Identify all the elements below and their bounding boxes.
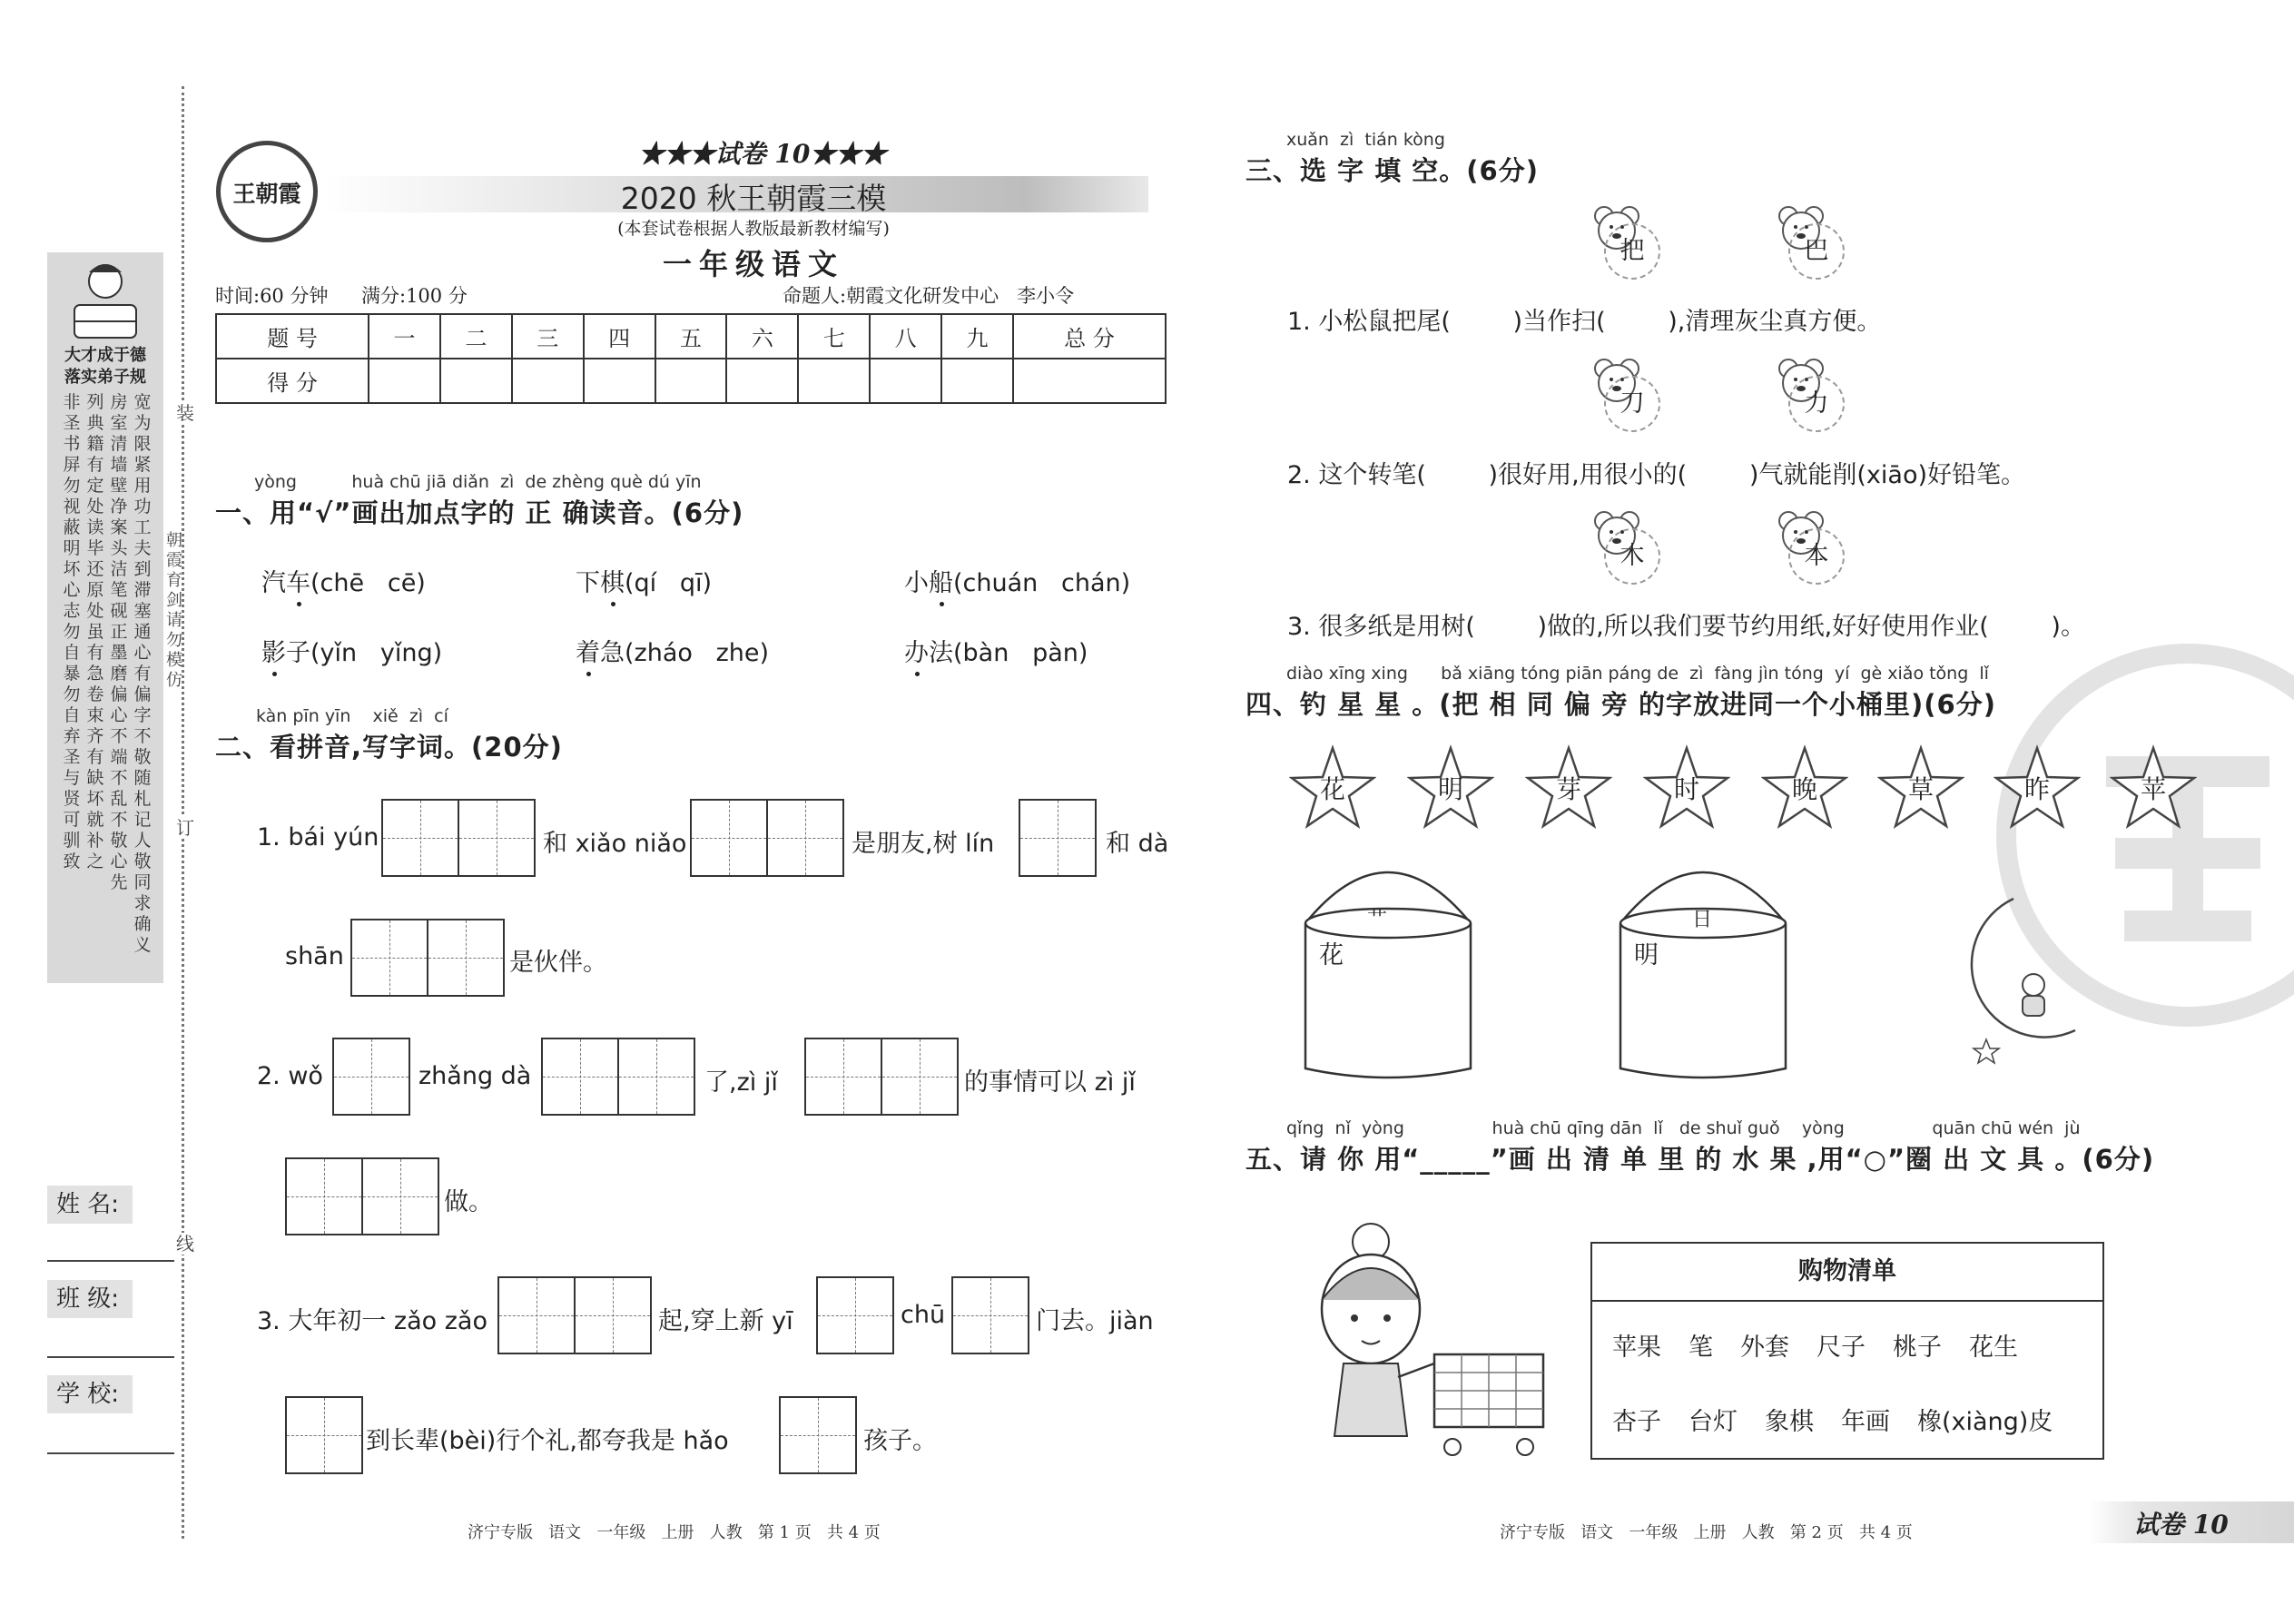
motto-column-3: 房室清墙壁净案头洁笔砚正墨磨偏心不端不乱不敬心先 bbox=[110, 392, 128, 892]
q1-dotted-char: 车 bbox=[286, 563, 310, 598]
writing-grid[interactable] bbox=[779, 1396, 857, 1474]
q1-item-2[interactable] bbox=[576, 563, 712, 598]
score-input-cell[interactable] bbox=[1013, 359, 1166, 403]
q1-item-5[interactable] bbox=[576, 633, 769, 668]
writing-grid[interactable] bbox=[690, 799, 844, 877]
score-input-cell[interactable] bbox=[941, 359, 1013, 403]
writing-grid[interactable] bbox=[350, 919, 505, 997]
q1-item-1[interactable] bbox=[261, 563, 426, 598]
score-row-label: 得 分 bbox=[216, 359, 369, 403]
q2-s2-text-1: 2. wǒ bbox=[257, 1062, 323, 1090]
footer-page-1: 济宁专版 语文 一年级 上册 人教 第 1 页 共 4 页 bbox=[468, 1523, 881, 1542]
star-char: 昨 bbox=[2023, 774, 2050, 804]
score-header-cell: 七 bbox=[798, 314, 870, 359]
q1-item-6[interactable] bbox=[904, 633, 1088, 668]
binding-label-zhuang: 装 bbox=[176, 402, 194, 424]
star-char: 明 bbox=[1437, 774, 1463, 804]
q3-choice-char: 刀 bbox=[1604, 376, 1660, 432]
score-input-cell[interactable] bbox=[798, 359, 870, 403]
q5-pinyin: qǐng nǐ yòng huà chū qīng dān lǐ de shuǐ guǒ yòng quān chū wén jù bbox=[1286, 1118, 2081, 1138]
writing-grid[interactable] bbox=[816, 1276, 894, 1354]
score-value-row bbox=[216, 359, 1166, 403]
q1-dotted-char: 船 bbox=[929, 563, 953, 598]
footer-paper-tag: 试卷 10 bbox=[2133, 1510, 2229, 1540]
writing-grid[interactable] bbox=[951, 1276, 1029, 1354]
score-header-cell: 八 bbox=[870, 314, 941, 359]
q1-dotted-char: 影 bbox=[261, 633, 286, 668]
q2-s2-text-5: 做。 bbox=[444, 1188, 493, 1216]
q4-pinyin: diào xīng xing bǎ xiāng tóng piān páng de zì fàng jìn tóng yí gè xiǎo tǒng lǐ bbox=[1286, 664, 1989, 684]
star-card[interactable] bbox=[1289, 744, 1376, 832]
girl-with-cart-icon bbox=[1298, 1218, 1561, 1463]
q2-s1-text-4: 和 dà bbox=[1106, 830, 1169, 858]
score-input-cell[interactable] bbox=[584, 359, 655, 403]
name-field-line[interactable] bbox=[47, 1260, 174, 1262]
brand-logo bbox=[216, 141, 318, 242]
shopping-row-1 bbox=[1612, 1327, 2102, 1363]
motto-column-4: 宽为限紧用功工夫到滞塞通心有偏字不敬随札记人敬同求确义 bbox=[133, 392, 152, 955]
q2-s3-text-6: 孩子。 bbox=[863, 1427, 937, 1455]
binding-label-ding: 订 bbox=[176, 817, 194, 839]
motto-top-1: 大才成于德 bbox=[64, 346, 146, 365]
exam-title: 2020 秋王朝霞三模 bbox=[620, 181, 887, 216]
q1-item-options: (qí qī) bbox=[625, 569, 713, 597]
q2-pinyin: kàn pīn yīn xiě zì cí bbox=[256, 706, 448, 726]
writing-grid[interactable] bbox=[497, 1276, 652, 1354]
star-card[interactable] bbox=[1877, 744, 1964, 832]
writing-grid[interactable] bbox=[804, 1038, 959, 1116]
q2-s1-text-3: 是朋友,树 lín bbox=[852, 830, 995, 858]
q3-sentence-3[interactable]: 3. 很多纸是用树( )做的,所以我们要节约用纸,好好使用作业( )。 bbox=[1287, 613, 2085, 641]
score-input-cell[interactable] bbox=[440, 359, 512, 403]
class-field-line[interactable] bbox=[47, 1356, 174, 1358]
shopping-list-title: 购物清单 bbox=[1592, 1244, 2102, 1302]
q1-dotted-char: 办 bbox=[904, 633, 929, 668]
school-field-line[interactable] bbox=[47, 1452, 174, 1454]
motto-column-1: 非圣书屏勿视蔽明坏心志勿自暴勿自弃圣与贤可驯致 bbox=[63, 392, 81, 871]
q3-choice-char: 把 bbox=[1604, 223, 1660, 280]
score-header-cell: 题 号 bbox=[216, 314, 369, 359]
q1-dotted-char: 棋 bbox=[600, 563, 625, 598]
star-char: 草 bbox=[1907, 774, 1934, 804]
score-header-cell: 三 bbox=[512, 314, 584, 359]
score-input-cell[interactable] bbox=[870, 359, 941, 403]
q1-pinyin: yòng huà chū jiā diǎn zì de zhèng què dú yīn bbox=[254, 472, 702, 492]
paper-tag: ★★★试卷 10★★★ bbox=[638, 139, 887, 169]
score-header-cell: 四 bbox=[584, 314, 655, 359]
score-input-cell[interactable] bbox=[369, 359, 440, 403]
q1-item-options: 急(zháo zhe) bbox=[600, 639, 770, 667]
score-header-cell: 六 bbox=[726, 314, 798, 359]
q5-heading: 五、请 你 用“_____”画 出 清 单 里 的 水 果 ,用“○”圈 出 文 具 。(6分) bbox=[1245, 1144, 2155, 1175]
shopping-item[interactable]: 橡(xiàng)皮 bbox=[1917, 1408, 2053, 1436]
school-field-label: 学 校: bbox=[47, 1375, 133, 1413]
score-header-cell: 总 分 bbox=[1013, 314, 1166, 359]
subject-title: 一年级语文 bbox=[662, 247, 844, 281]
q3-sentence-1[interactable]: 1. 小松鼠把尾( )当作扫( ),清理灰尘真方便。 bbox=[1287, 308, 1882, 336]
q2-s3-text-1: 3. 大年初一 zǎo zǎo bbox=[257, 1307, 487, 1335]
motto-top-2: 落实弟子规 bbox=[64, 368, 146, 387]
q3-heading: 三、选 字 填 空。(6分) bbox=[1245, 155, 1539, 186]
score-header-cell: 五 bbox=[655, 314, 727, 359]
writing-grid[interactable] bbox=[381, 799, 536, 877]
star-card[interactable] bbox=[1994, 744, 2081, 832]
shopping-item[interactable]: 象棋 bbox=[1765, 1408, 1814, 1436]
star-char: 花 bbox=[1319, 774, 1345, 804]
q3-sentence-2[interactable]: 2. 这个转笔( )很好用,用很小的( )气就能削(xiāo)好铅笔。 bbox=[1287, 461, 2025, 489]
score-header-row bbox=[216, 314, 1166, 359]
q1-item-options: (chuán chán) bbox=[953, 569, 1131, 597]
shopping-item[interactable]: 年画 bbox=[1841, 1408, 1890, 1436]
q1-item-char: 下 bbox=[576, 569, 600, 597]
q3-choice-char: 本 bbox=[1788, 528, 1845, 585]
vertical-note: 朝霞育剑 请勿模仿 bbox=[166, 531, 182, 690]
shopping-item[interactable]: 尺子 bbox=[1816, 1334, 1866, 1362]
star-card[interactable] bbox=[1643, 744, 1730, 832]
shopping-item[interactable]: 外套 bbox=[1740, 1334, 1789, 1362]
q2-s2-text-2: zhǎng dà bbox=[418, 1062, 532, 1090]
score-input-cell[interactable] bbox=[655, 359, 727, 403]
q3-choice-char: 巴 bbox=[1788, 223, 1845, 280]
binding-label-xian: 线 bbox=[176, 1233, 194, 1255]
writing-grid[interactable] bbox=[285, 1396, 363, 1474]
score-header-cell: 二 bbox=[440, 314, 512, 359]
exam-author: 命题人:朝霞文化研发中心 李小令 bbox=[783, 285, 1075, 307]
q2-s2-text-3: 了,zì jǐ bbox=[704, 1068, 778, 1097]
moon-fishing-boy-icon bbox=[1950, 894, 2077, 1067]
binding-cut-line bbox=[182, 86, 184, 1539]
q2-s3-text-4: 门去。jiàn bbox=[1036, 1307, 1154, 1335]
q1-item-options: 法(bàn pàn) bbox=[929, 639, 1088, 667]
shopping-item[interactable]: 台灯 bbox=[1689, 1408, 1738, 1436]
shopping-item[interactable]: 花生 bbox=[1969, 1334, 2018, 1362]
q2-s1-text-1: 1. bái yún bbox=[257, 823, 379, 851]
q1-heading: 一、用“√”画出加点字的 正 确读音。(6分) bbox=[215, 497, 744, 528]
bucket-example: 明 bbox=[1634, 941, 1659, 969]
shopping-item[interactable]: 苹果 bbox=[1612, 1334, 1661, 1362]
bucket-radical: 艹 bbox=[1367, 909, 1388, 931]
shopping-row-2 bbox=[1612, 1402, 2102, 1437]
score-table bbox=[215, 313, 1167, 404]
q1-dotted-char: 着 bbox=[576, 633, 600, 668]
scholar-figure-icon bbox=[47, 252, 163, 352]
class-field-label: 班 级: bbox=[47, 1280, 133, 1318]
star-char: 晚 bbox=[1791, 774, 1817, 804]
writing-grid[interactable] bbox=[332, 1038, 410, 1116]
star-char: 苹 bbox=[2140, 774, 2166, 804]
exam-time: 时间:60 分钟 bbox=[215, 285, 329, 307]
star-card[interactable] bbox=[1407, 744, 1494, 832]
footer-page-2: 济宁专版 语文 一年级 上册 人教 第 2 页 共 4 页 bbox=[1500, 1523, 1913, 1542]
name-field-label: 姓 名: bbox=[47, 1186, 133, 1224]
shopping-list bbox=[1590, 1242, 2104, 1460]
writing-grid[interactable] bbox=[285, 1157, 439, 1235]
star-card[interactable] bbox=[1761, 744, 1848, 832]
score-input-cell[interactable] bbox=[726, 359, 798, 403]
q3-choice-char: 木 bbox=[1604, 528, 1660, 585]
score-header-cell: 九 bbox=[941, 314, 1013, 359]
score-input-cell[interactable] bbox=[512, 359, 584, 403]
shopping-item[interactable]: 杏子 bbox=[1612, 1408, 1661, 1436]
star-char: 时 bbox=[1673, 774, 1699, 804]
q1-item-char: 小 bbox=[904, 569, 929, 597]
q3-pinyin: xuǎn zì tián kòng bbox=[1286, 130, 1445, 150]
score-header-cell: 一 bbox=[369, 314, 440, 359]
q1-item-options: (chē cē) bbox=[310, 569, 426, 597]
q2-s1-text-5: shān bbox=[285, 942, 344, 970]
q3-choice-char: 力 bbox=[1788, 376, 1845, 432]
q1-item-options: 子(yǐn yǐng) bbox=[286, 639, 443, 667]
q2-s3-text-5: 到长辈(bèi)行个礼,都夸我是 hǎo bbox=[366, 1427, 729, 1455]
bucket-example: 花 bbox=[1319, 941, 1344, 969]
star-card[interactable] bbox=[1525, 744, 1612, 832]
q1-item-4[interactable] bbox=[261, 633, 442, 668]
shopping-item[interactable]: 笔 bbox=[1689, 1334, 1713, 1362]
q1-item-char: 汽 bbox=[261, 569, 286, 597]
shopping-item[interactable]: 桃子 bbox=[1893, 1334, 1942, 1362]
q2-s2-text-4: 的事情可以 zì jǐ bbox=[964, 1068, 1136, 1097]
q2-s3-text-3: chū bbox=[901, 1301, 946, 1329]
motto-column-2: 列典籍有定处读毕还原处虽有急卷束齐有缺坏就补之 bbox=[86, 392, 104, 871]
bucket-radical: 日 bbox=[1692, 909, 1713, 931]
logo-text: 王朝霞 bbox=[232, 181, 301, 207]
star-char: 芽 bbox=[1555, 774, 1581, 804]
star-card[interactable] bbox=[2110, 744, 2197, 832]
exam-subtitle: (本套试卷根据人教版最新教材编写) bbox=[617, 219, 890, 239]
exam-full-score: 满分:100 分 bbox=[361, 285, 468, 307]
q2-s1-text-6: 是伙伴。 bbox=[509, 949, 607, 977]
writing-grid[interactable] bbox=[541, 1038, 695, 1116]
q2-s1-text-2: 和 xiǎo niǎo bbox=[543, 830, 687, 858]
q4-heading: 四、钓 星 星 。(把 相 同 偏 旁 的字放进同一个小桶里)(6分) bbox=[1245, 689, 1996, 720]
q1-item-3[interactable] bbox=[904, 563, 1130, 598]
writing-grid[interactable] bbox=[1019, 799, 1097, 877]
q2-heading: 二、看拼音,写字词。(20分) bbox=[215, 732, 563, 763]
q2-s3-text-2: 起,穿上新 yī bbox=[658, 1307, 793, 1335]
